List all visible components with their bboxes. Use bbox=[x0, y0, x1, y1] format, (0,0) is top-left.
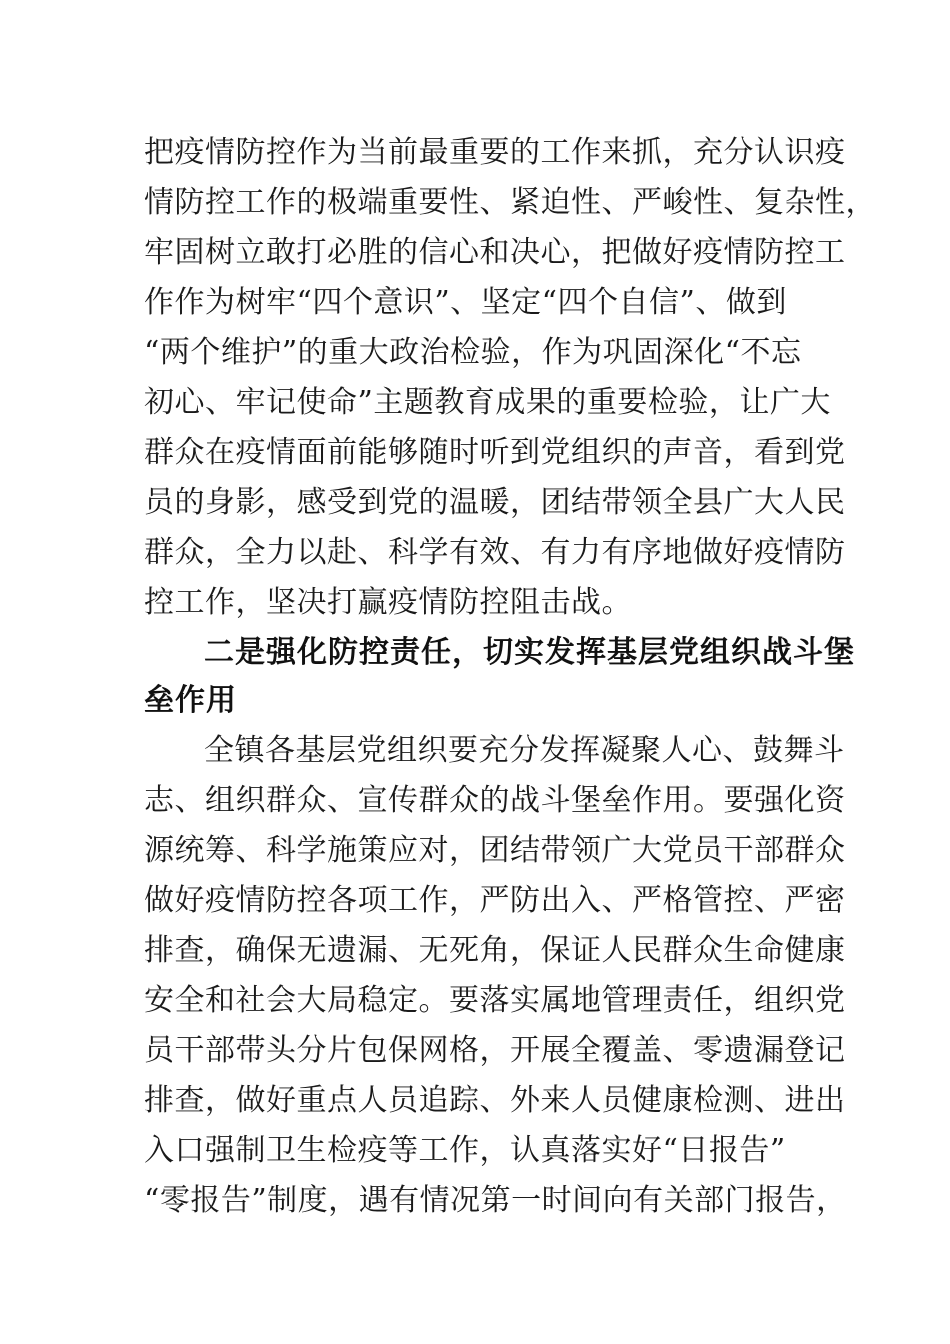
paragraph-line: 群众，全力以赴、科学有效、有力有序地做好疫情防 bbox=[144, 535, 846, 570]
paragraph-line: “零报告”制度，遇有情况第一时间向有关部门报告， bbox=[144, 1183, 847, 1218]
paragraph-line: “两个维护”的重大政治检验，作为巩固深化“不忘 bbox=[144, 335, 802, 370]
paragraph-line: 排查，做好重点人员追踪、外来人员健康检测、进出 bbox=[144, 1083, 846, 1118]
paragraph-line: 牢固树立敢打必胜的信心和决心，把做好疫情防控工 bbox=[144, 235, 846, 270]
paragraph-line: 排查，确保无遗漏、无死角，保证人民群众生命健康 bbox=[144, 933, 846, 968]
paragraph-line: 员的身影，感受到党的温暖，团结带领全县广大人民 bbox=[144, 485, 846, 520]
paragraph-line: 安全和社会大局稳定。要落实属地管理责任，组织党 bbox=[144, 983, 846, 1018]
paragraph-line: 入口强制卫生检疫等工作，认真落实好“日报告” bbox=[144, 1133, 786, 1168]
section-heading-line: 垒作用 bbox=[144, 683, 237, 718]
paragraph-line: 情防控工作的极端重要性、紧迫性、严峻性、复杂性， bbox=[144, 185, 876, 220]
paragraph-line: 全镇各基层党组织要充分发挥凝聚人心、鼓舞斗 bbox=[204, 733, 845, 768]
paragraph-line: 初心、牢记使命”主题教育成果的重要检验，让广大 bbox=[144, 385, 831, 420]
paragraph-line: 做好疫情防控各项工作，严防出入、严格管控、严密 bbox=[144, 883, 846, 918]
paragraph-line: 员干部带头分片包保网格，开展全覆盖、零遗漏登记 bbox=[144, 1033, 846, 1068]
paragraph-line: 作作为树牢“四个意识”、坚定“四个自信”、做到 bbox=[144, 285, 787, 320]
paragraph-line: 把疫情防控作为当前最重要的工作来抓，充分认识疫 bbox=[144, 135, 846, 170]
paragraph-line: 控工作，坚决打赢疫情防控阻击战。 bbox=[144, 585, 632, 620]
paragraph-line: 群众在疫情面前能够随时听到党组织的声音，看到党 bbox=[144, 435, 846, 470]
section-heading-line: 二是强化防控责任，切实发挥基层党组织战斗堡 bbox=[204, 635, 855, 670]
paragraph-line: 源统筹、科学施策应对，团结带领广大党员干部群众 bbox=[144, 833, 846, 868]
paragraph-line: 志、组织群众、宣传群众的战斗堡垒作用。要强化资 bbox=[144, 783, 846, 818]
